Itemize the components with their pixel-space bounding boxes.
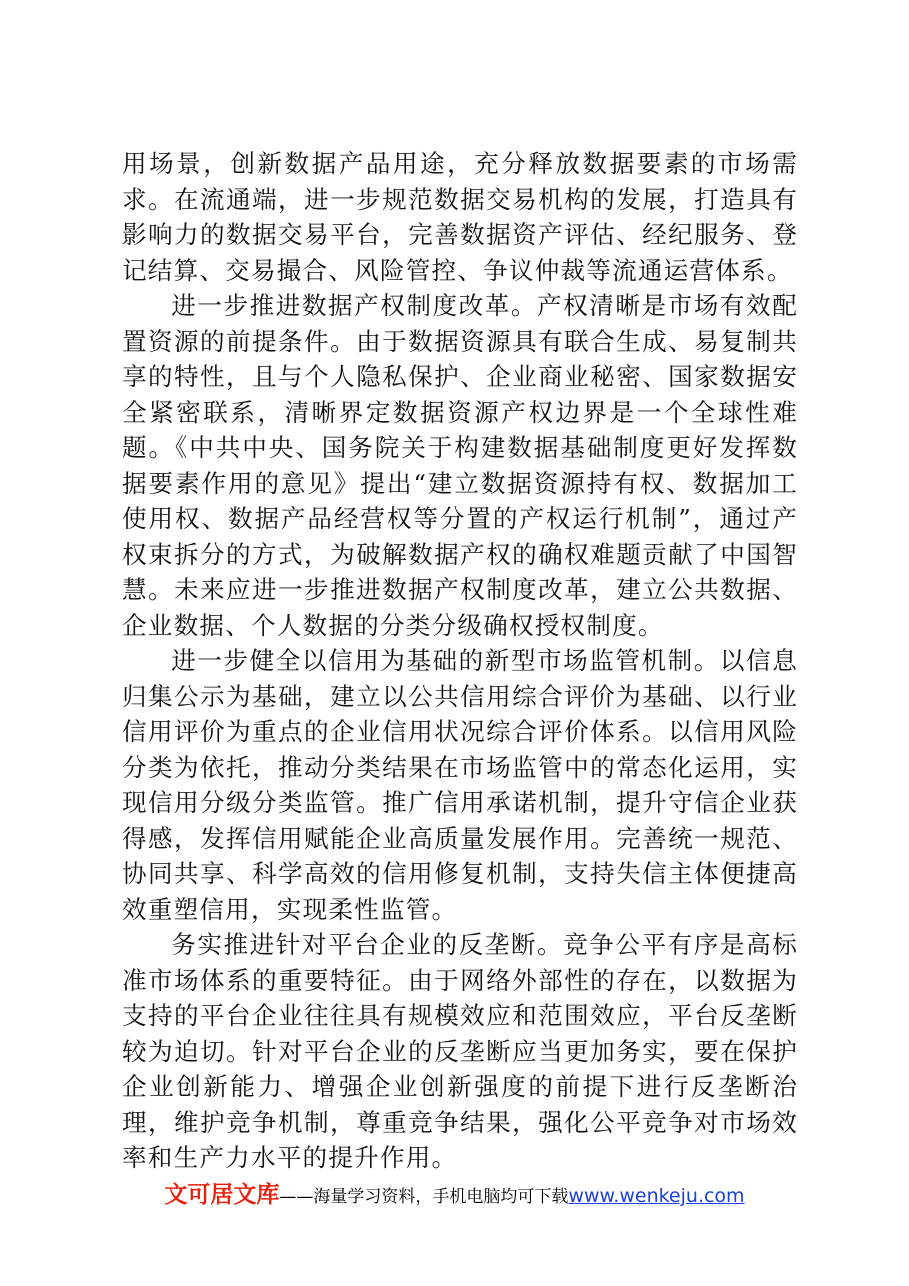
paragraph-credit-supervision: 进一步健全以信用为基础的新型市场监管机制。以信息归集公示为基础，建立以公共信用综合评价为基础、以行业信用评价为重点的企业信用状况综合评价体系。以信用风险分类为依托，推动分类结果在市场监管中的常态化运用，实现信用分级分类监管。推广信用承诺机制，提升守信企业获得感，发挥信用赋能企业高质量发展作用。完善统一规范、协同共享、科学高效的信用修复机制，支持失信主体便捷高效重塑信用，实现柔性监管。 (122, 646, 798, 924)
paragraph-platform-antitrust: 务实推进针对平台企业的反垄断。竞争公平有序是高标准市场体系的重要特征。由于网络外部性的存在，以数据为支持的平台企业往往具有规模效应和范围效应，平台反垄断较为迫切。针对平台企业的反垄断应当更加务实，要在保护企业创新能力、增强企业创新强度的前提下进行反垄断治理，维护竞争机制，尊重竞争结果，强化公平竞争对市场效率和生产力水平的提升作用。 (122, 930, 798, 1172)
footer-website-link[interactable]: www.wenkeju.com (568, 1185, 745, 1207)
footer-brand: 文可居文库 (164, 1182, 280, 1208)
paragraph-data-property-rights: 进一步推进数据产权制度改革。产权清晰是市场有效配置资源的前提条件。由于数据资源具有联合生成、易复制共享的特性，且与个人隐私保护、企业商业秘密、国家数据安全紧密联系，清晰界定数据资源产权边界是一个全球性难题。《中共中央、国务院关于构建数据基础制度更好发挥数据要素作用的意见》提出“建立数据资源持有权、数据加工使用权、数据产品经营权等分置的产权运行机制”，通过产权束拆分的方式，为破解数据产权的确权难题贡献了中国智慧。未来应进一步推进数据产权制度改革，建立公共数据、企业数据、个人数据的分类分级确权授权制度。 (122, 291, 798, 640)
footer-banner (0, 1179, 909, 1213)
footer-tagline: ——海量学习资料，手机电脑均可下载 (279, 1187, 569, 1207)
paragraph-continuation: 用场景，创新数据产品用途，充分释放数据要素的市场需求。在流通端，进一步规范数据交易机构的发展，打造具有影响力的数据交易平台，完善数据资产评估、经纪服务、登记结算、交易撮合、风险管控、争议仲裁等流通运营体系。 (122, 149, 798, 285)
document-body (122, 146, 798, 1176)
